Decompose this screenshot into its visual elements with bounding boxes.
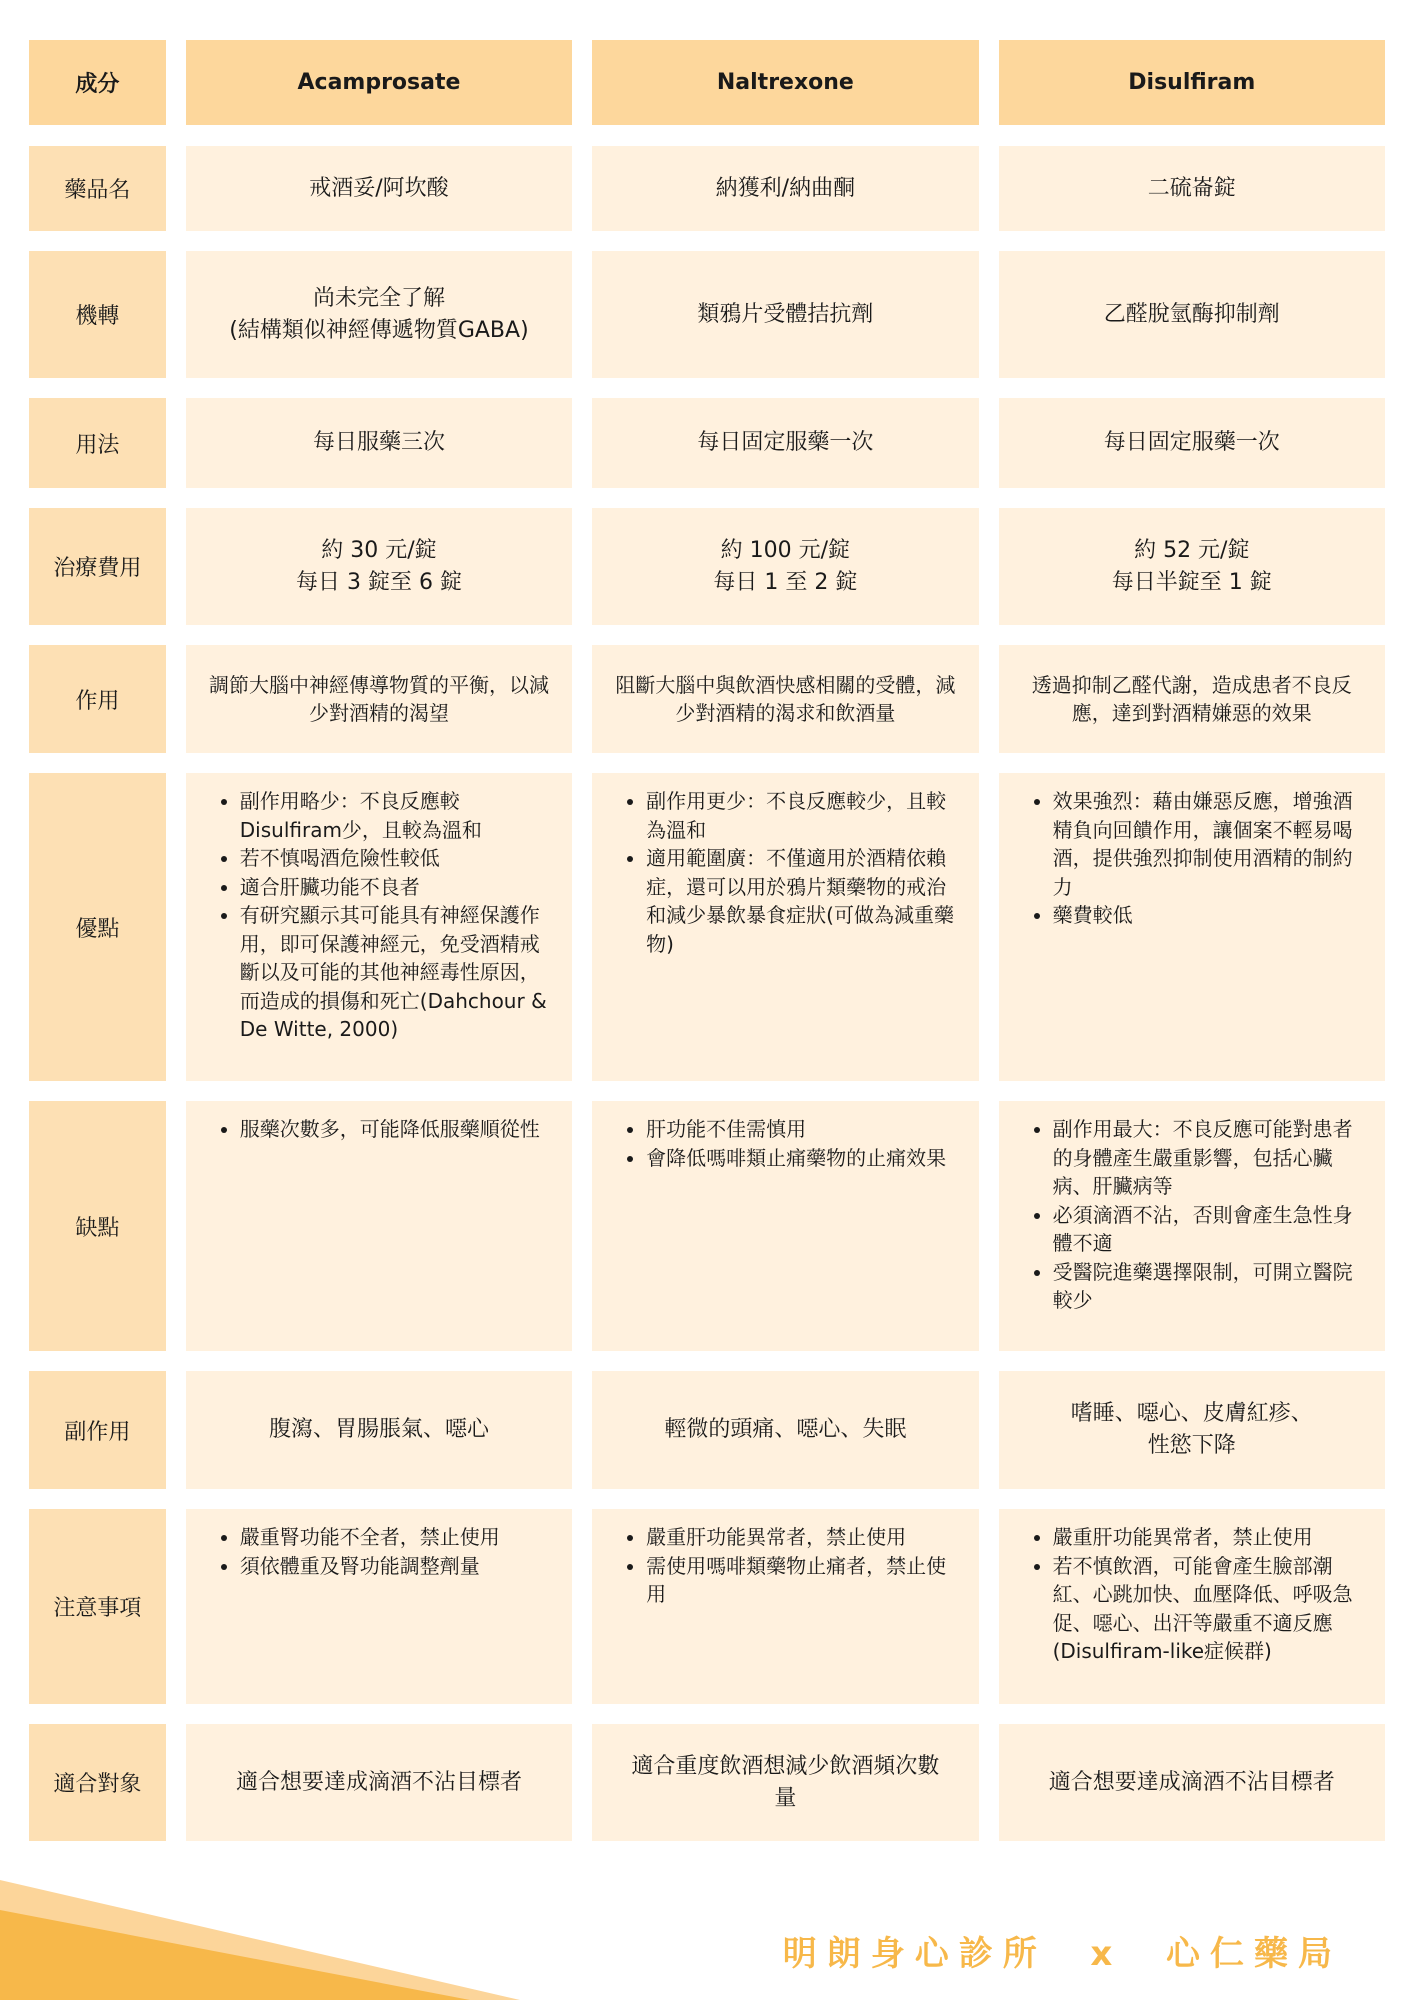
list-item: • 有研究顯示其可能具有神經保護作用，即可保護神經元，免受酒精戒斷以及可能的其他神經毒性原因，而造成的損傷和死亡(Dahchour & De Witte, 2000)	[240, 901, 548, 1044]
list-item: • 適合肝臟功能不良者	[240, 873, 548, 902]
cell-acamprosate: 調節大腦中神經傳導物質的平衡，以減少對酒精的渴望	[186, 645, 572, 753]
list-item: • 效果強烈：藉由嫌惡反應，增強酒精負向回饋作用，讓個案不輕易喝酒，提供強烈抑制使用酒精的制約力	[1053, 787, 1361, 901]
row-label: 缺點	[29, 1101, 166, 1351]
header-cell-naltrexone: Naltrexone	[592, 40, 978, 125]
cell-acamprosate: 每日服藥三次	[186, 398, 572, 488]
cell-disulfiram	[999, 1101, 1385, 1351]
row-mechanism	[29, 251, 1385, 378]
bullet-list	[616, 1523, 954, 1609]
row-label: 適合對象	[29, 1724, 166, 1841]
list-item: • 適用範圍廣：不僅適用於酒精依賴症，還可以用於鴉片類藥物的戒治和減少暴飲暴食症狀(可做為減重藥物)	[646, 844, 954, 958]
bullet-list	[1023, 1115, 1361, 1315]
list-item: • 必須滴酒不沾，否則會產生急性身體不適	[1053, 1201, 1361, 1258]
row-label: 副作用	[29, 1371, 166, 1489]
corner-decoration	[0, 1880, 520, 2000]
bullet-list	[210, 1115, 540, 1144]
row-label: 作用	[29, 645, 166, 753]
list-item: • 嚴重肝功能異常者，禁止使用	[1053, 1523, 1361, 1552]
row-label: 優點	[29, 773, 166, 1081]
cell-disulfiram	[999, 1509, 1385, 1704]
cell-disulfiram: 二硫崙錠	[999, 146, 1385, 231]
footer-brand: 明朗身心診所 x 心仁藥局	[782, 1934, 1342, 1974]
cell-acamprosate	[186, 1101, 572, 1351]
list-item: • 藥費較低	[1053, 901, 1361, 930]
list-item: • 會降低嗎啡類止痛藥物的止痛效果	[646, 1144, 946, 1173]
bullet-list	[210, 1523, 500, 1580]
cell-disulfiram: 透過抑制乙醛代謝，造成患者不良反應，達到對酒精嫌惡的效果	[999, 645, 1385, 753]
cell-naltrexone: 阻斷大腦中與飲酒快感相關的受體，減少對酒精的渴求和飲酒量	[592, 645, 978, 753]
list-item: • 需使用嗎啡類藥物止痛者，禁止使用	[646, 1552, 954, 1609]
cell-acamprosate: 尚未完全了解 (結構類似神經傳遞物質GABA)	[186, 251, 572, 378]
bullet-list	[616, 787, 954, 958]
header-cell-ingredient: 成分	[29, 40, 166, 125]
row-advantages	[29, 773, 1385, 1081]
cell-naltrexone	[592, 1509, 978, 1704]
cell-naltrexone: 適合重度飲酒想減少飲酒頻次數 量	[592, 1724, 978, 1841]
bullet-list	[1023, 1523, 1361, 1666]
bullet-list	[210, 787, 548, 1044]
cell-acamprosate: 約 30 元/錠 每日 3 錠至 6 錠	[186, 508, 572, 625]
list-item: • 受醫院進藥選擇限制，可開立醫院較少	[1053, 1258, 1361, 1315]
row-side-effects	[29, 1371, 1385, 1489]
list-item: • 嚴重腎功能不全者，禁止使用	[240, 1523, 500, 1552]
cell-naltrexone: 約 100 元/錠 每日 1 至 2 錠	[592, 508, 978, 625]
list-item: • 嚴重肝功能異常者，禁止使用	[646, 1523, 954, 1552]
cell-disulfiram	[999, 773, 1385, 1081]
cell-naltrexone: 納獲利/納曲酮	[592, 146, 978, 231]
cell-naltrexone	[592, 773, 978, 1081]
row-precautions	[29, 1509, 1385, 1704]
cell-naltrexone: 每日固定服藥一次	[592, 398, 978, 488]
list-item: • 服藥次數多，可能降低服藥順從性	[240, 1115, 540, 1144]
row-treatment-cost	[29, 508, 1385, 625]
row-usage	[29, 398, 1385, 488]
header-cell-acamprosate: Acamprosate	[186, 40, 572, 125]
list-item: • 若不慎喝酒危險性較低	[240, 844, 548, 873]
bullet-list	[1023, 787, 1361, 930]
row-label: 藥品名	[29, 146, 166, 231]
list-item: • 副作用更少：不良反應較少，且較為溫和	[646, 787, 954, 844]
row-label: 用法	[29, 398, 166, 488]
header-cell-disulfiram: Disulfiram	[999, 40, 1385, 125]
row-label: 機轉	[29, 251, 166, 378]
list-item: • 須依體重及腎功能調整劑量	[240, 1552, 500, 1581]
cell-disulfiram: 約 52 元/錠 每日半錠至 1 錠	[999, 508, 1385, 625]
list-item: • 肝功能不佳需慎用	[646, 1115, 946, 1144]
list-item: • 副作用最大：不良反應可能對患者的身體產生嚴重影響，包括心臟病、肝臟病等	[1053, 1115, 1361, 1201]
cell-naltrexone	[592, 1101, 978, 1351]
row-disadvantages	[29, 1101, 1385, 1351]
list-item: • 副作用略少：不良反應較Disulfiram少，且較為溫和	[240, 787, 548, 844]
row-drug-name	[29, 146, 1385, 231]
row-suitable-for	[29, 1724, 1385, 1841]
row-label: 治療費用	[29, 508, 166, 625]
cell-acamprosate	[186, 773, 572, 1081]
cell-acamprosate: 適合想要達成滴酒不沾目標者	[186, 1724, 572, 1841]
cell-naltrexone: 輕微的頭痛、噁心、失眠	[592, 1371, 978, 1489]
row-effect	[29, 645, 1385, 753]
cell-acamprosate: 戒酒妥/阿坎酸	[186, 146, 572, 231]
bullet-list	[616, 1115, 946, 1172]
cell-disulfiram: 乙醛脫氫酶抑制劑	[999, 251, 1385, 378]
cell-acamprosate	[186, 1509, 572, 1704]
list-item: • 若不慎飲酒，可能會產生臉部潮紅、心跳加快、血壓降低、呼吸急促、噁心、出汗等嚴重不適反應(Disulfiram-like症候群)	[1053, 1552, 1361, 1666]
cell-disulfiram: 適合想要達成滴酒不沾目標者	[999, 1724, 1385, 1841]
table-header-row	[29, 40, 1385, 125]
row-label: 注意事項	[29, 1509, 166, 1704]
cell-disulfiram: 每日固定服藥一次	[999, 398, 1385, 488]
cell-disulfiram: 嗜睡、噁心、皮膚紅疹、 性慾下降	[999, 1371, 1385, 1489]
cell-naltrexone: 類鴉片受體拮抗劑	[592, 251, 978, 378]
cell-acamprosate: 腹瀉、胃腸脹氣、噁心	[186, 1371, 572, 1489]
